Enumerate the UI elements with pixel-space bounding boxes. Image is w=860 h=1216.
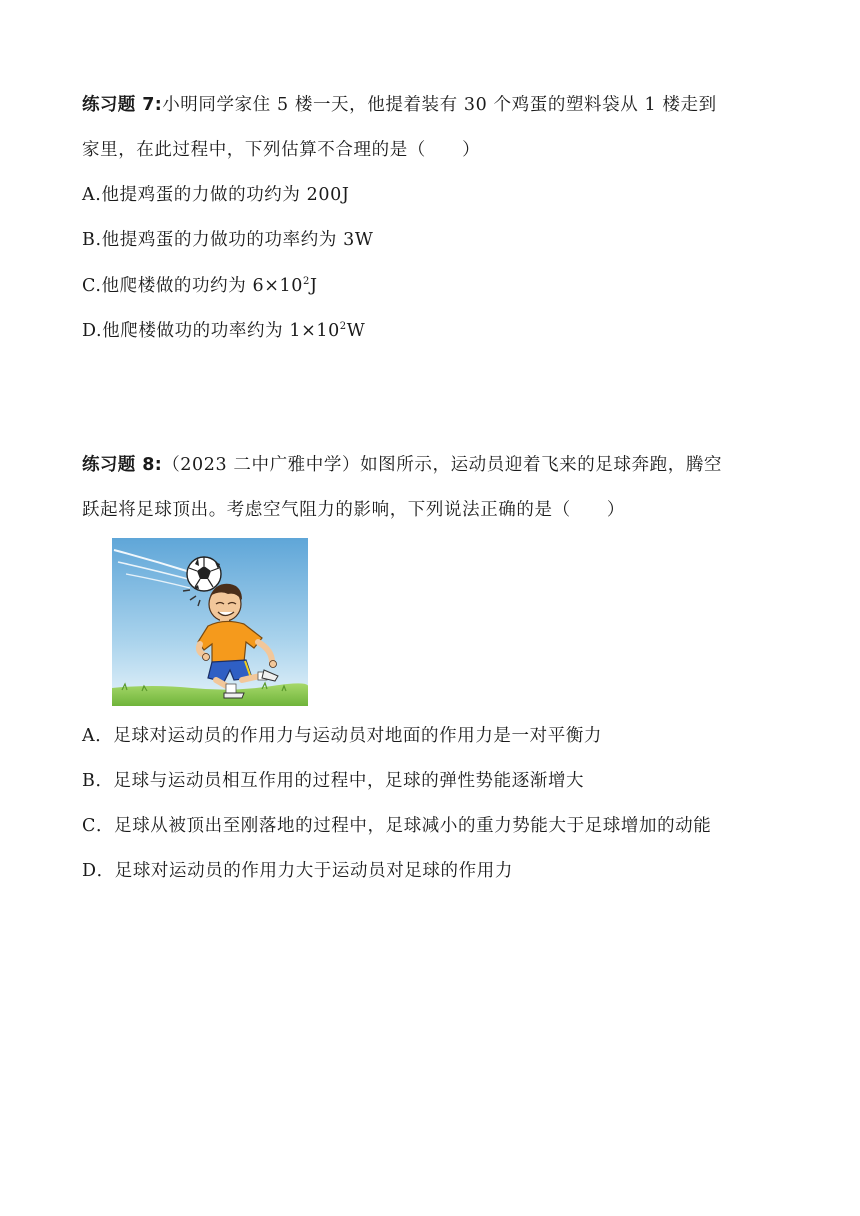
q7-option-d-exponent: 2 [339,321,347,332]
q8-option-d: D．足球对运动员的作用力大于运动员对足球的作用力 [82,861,513,881]
q7-option-c-exponent: 2 [302,276,310,287]
q7-option-d-unit: W [346,321,366,341]
q7-option-c-unit: J [309,276,318,296]
q7-label-colon: : [154,95,163,115]
q7-option-a: A.他提鸡蛋的力做的功约为 200J [82,185,350,205]
q8-option-a: A．足球对运动员的作用力与运动员对地面的作用力是一对平衡力 [82,726,603,746]
q7-option-d [82,319,365,343]
q7-label: 练习题 7 [82,95,155,115]
q7-option-d-text: D.他爬楼做功的功率约为 1×10 [82,321,340,341]
q8-label-colon: : [154,455,163,475]
q8-stem-line1 [82,453,722,477]
q7-stem-text1: 小明同学家住 5 楼一天，他提着装有 30 个鸡蛋的塑料袋从 1 楼走到 [162,95,717,115]
q7-option-c [82,274,318,298]
soccer-player-illustration-icon [112,538,308,706]
q8-option-c: C．足球从被顶出至刚落地的过程中，足球减小的重力势能大于足球增加的动能 [82,816,712,836]
q8-stem-line2: 跃起将足球顶出。考虑空气阻力的影响，下列说法正确的是（ ） [82,500,625,520]
q7-stem-line2: 家里，在此过程中，下列估算不合理的是（ ） [82,140,481,160]
q8-option-b: B．足球与运动员相互作用的过程中，足球的弹性势能逐渐增大 [82,771,585,791]
q8-label: 练习题 8 [82,455,155,475]
q8-stem-text1: （2023 二中广雅中学）如图所示，运动员迎着飞来的足球奔跑，腾空 [162,455,723,475]
soccer-player-figure [112,538,308,706]
q7-stem-line1 [82,93,717,117]
q7-option-b: B.他提鸡蛋的力做功的功率约为 3W [82,230,374,250]
q7-option-c-text: C.他爬楼做的功约为 6×10 [82,276,303,296]
